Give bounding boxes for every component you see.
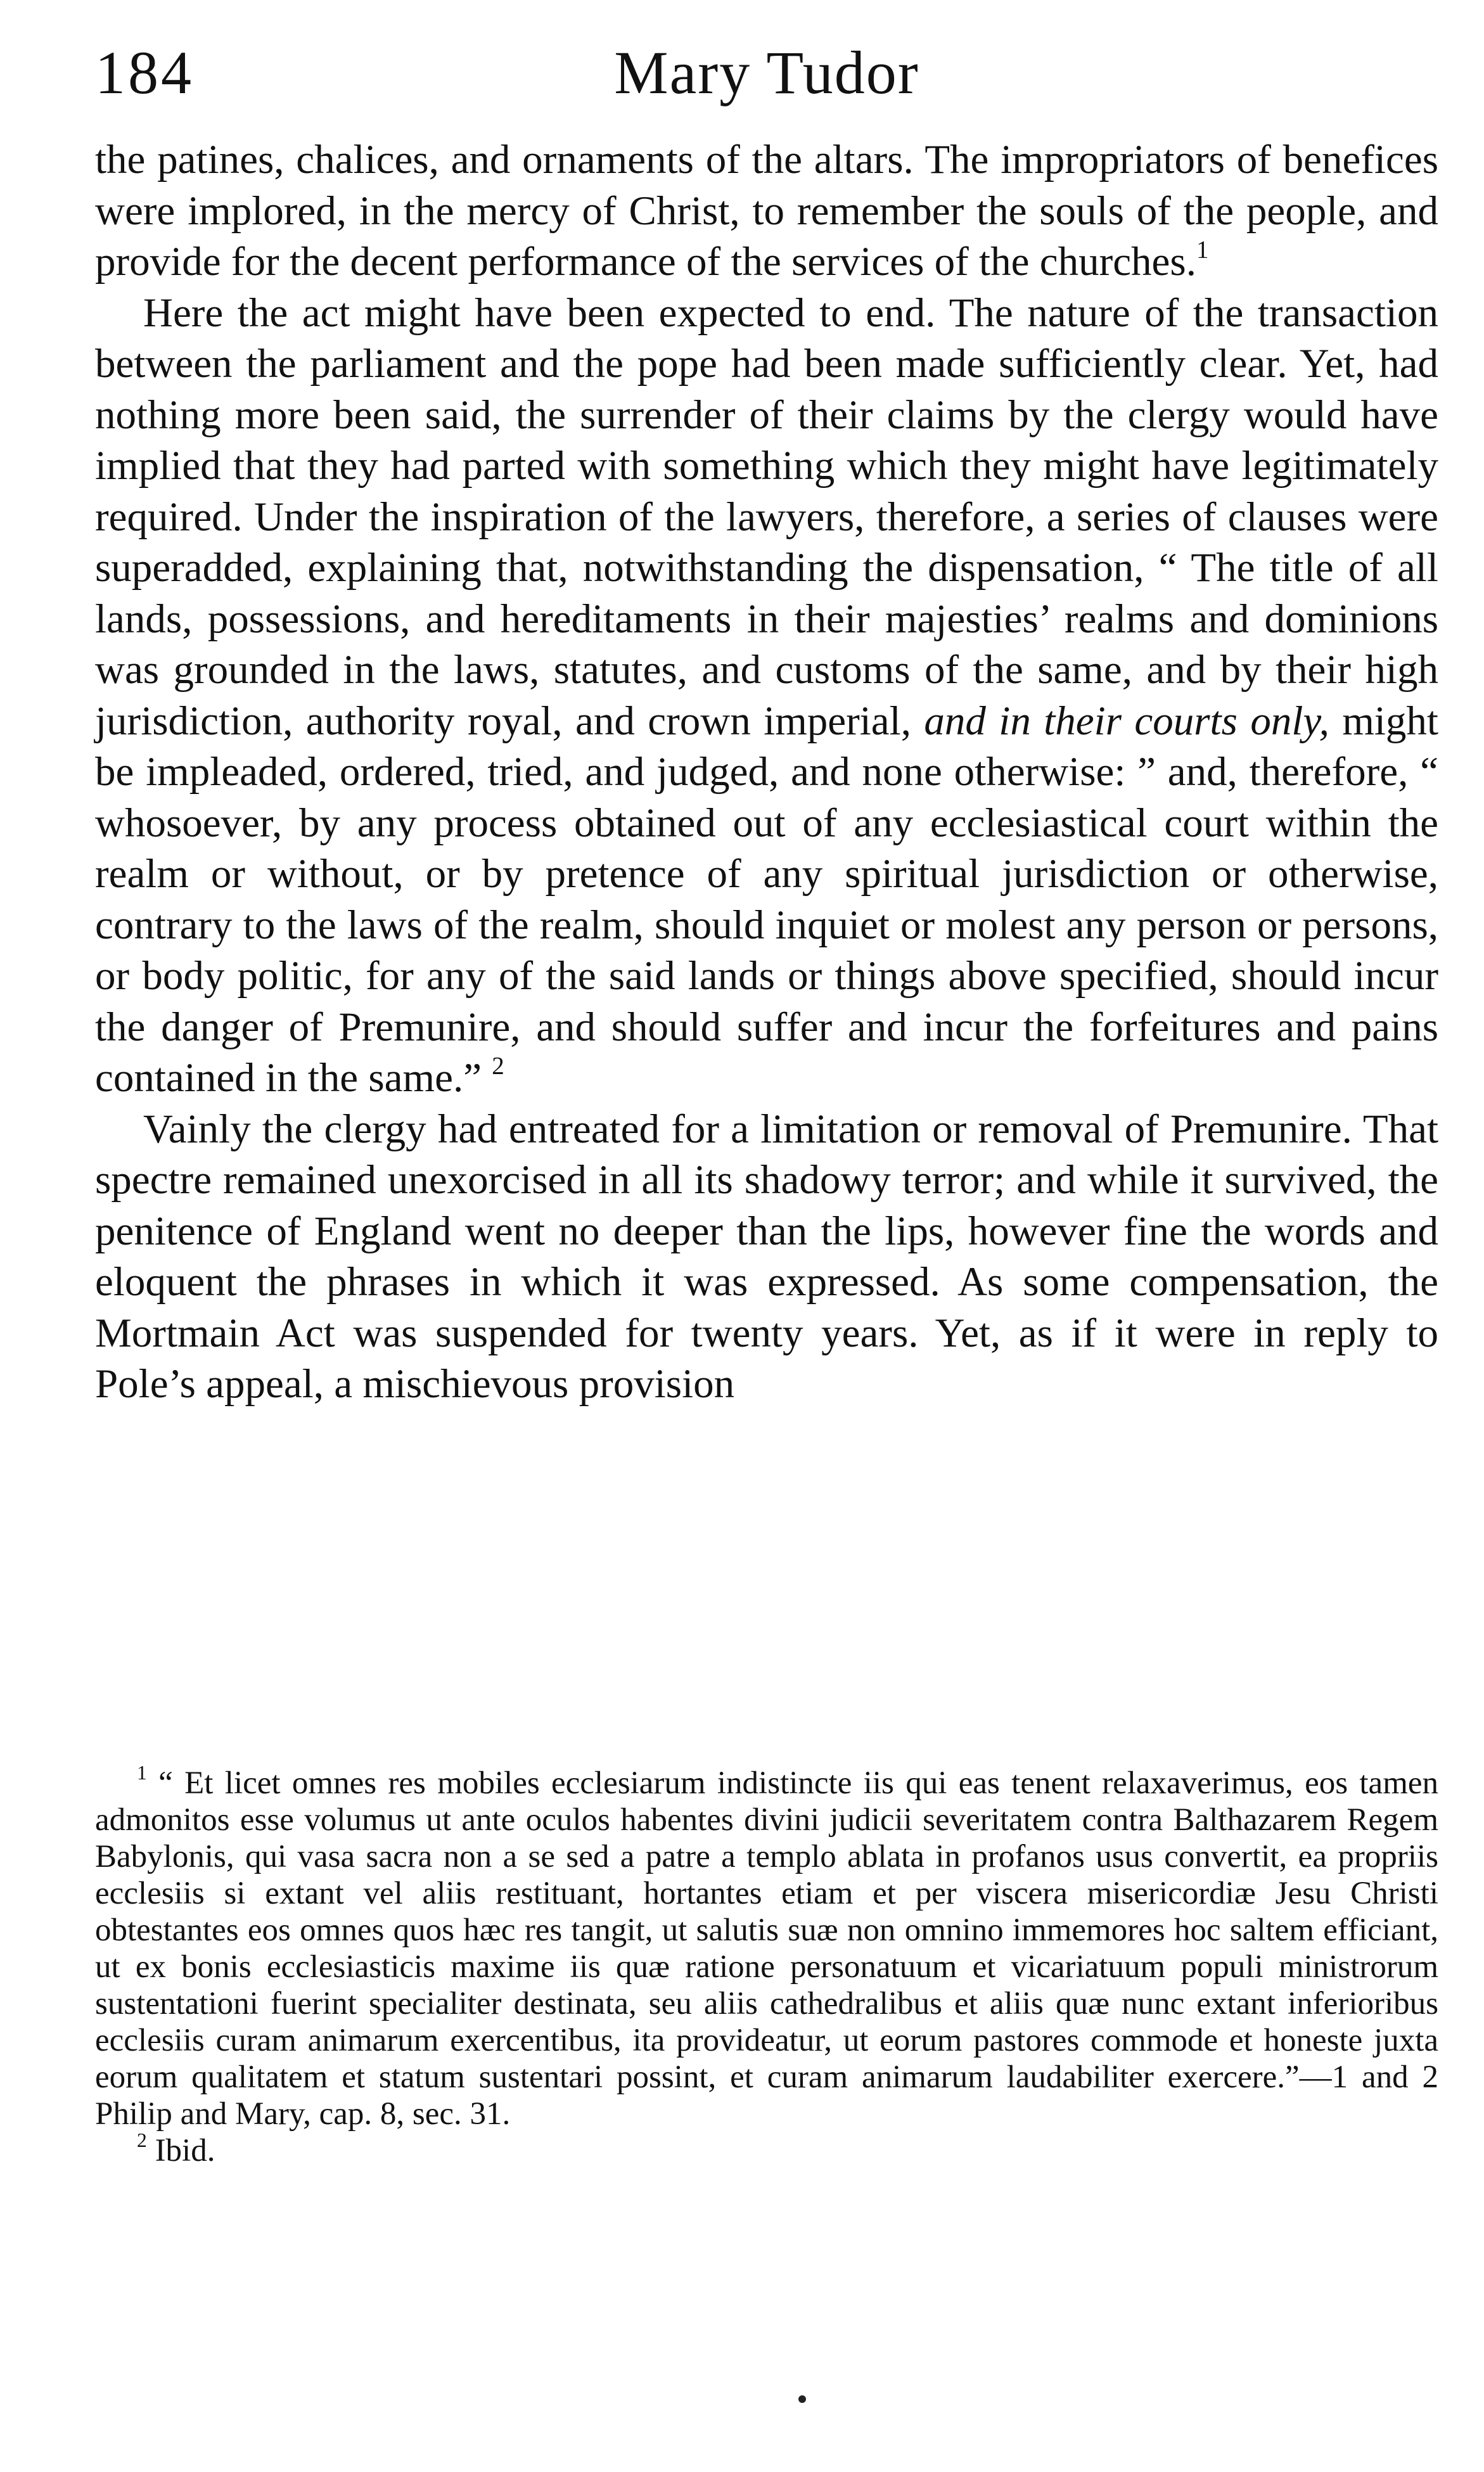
paragraph-2-text-end: might be impleaded, ordered, tried, and judged, and none otherwise: ” and, therefore, “ whosoever, by any process obtained out of any ecclesiastical court within the realm or without, or by pretence of any spiritual jurisdiction or otherwise, contrary to the laws of the realm, should inquiet or molest any person or persons, or body politic, for any of the said lands or things above specified, should incur the danger of Premunire, and should suffer and incur the forfeitures and pains contained in the same.” [95, 698, 1438, 1101]
footnote-2-mark: 2 [137, 2129, 147, 2151]
footnote-2-text: Ibid. [155, 2133, 215, 2168]
footnotes [95, 1761, 1439, 2169]
paragraph-3 [95, 1104, 1438, 1410]
footnote-2 [95, 2129, 1438, 2169]
print-mark [798, 2395, 806, 2403]
body-text [95, 134, 1438, 1410]
paragraph-2-text-start: Here the act might have been expected to end. The nature of the transaction between the parliament and the pope had been made sufficiently clear. Yet, had nothing more been said, the surrender of their claims by the clergy would have implied that they had parted with something which they might have legitimately required. Under the inspiration of the lawyers, therefore, a series of clauses were superadded, explaining that, notwithstanding the dispensation, “ The title of all lands, possessions, and hereditaments in their majesties’ realms and dominions was grounded in the laws, statutes, and customs of the same, and by their high jurisdiction, authority royal, and crown imperial, [95, 290, 1438, 744]
footnote-1-mark: 1 [137, 1761, 147, 1784]
footnote-ref-1: 1 [1196, 236, 1209, 264]
paragraph-1-text: the patines, chalices, and ornaments of the altars. The impropriators of benefices were implored, in the mercy of Christ, to remember the souls of the people, and provide for the decent performance of the services of the churches. [95, 137, 1438, 285]
running-head: Mary Tudor [614, 39, 919, 106]
page-number: 184 [95, 39, 194, 106]
footnote-ref-2: 2 [492, 1052, 504, 1080]
paragraph-2 [95, 288, 1438, 1104]
footnote-1-text: “ Et licet omnes res mobiles ecclesiarum indistincte iis qui eas tenent relaxaverimus, eos tamen admonitos esse volumus ut ante oculos habentes divini judicii severitatem contra Balthazarem Regem Babylonis, qui vasa sacra non a se sed a patre a templo ablata in profanos usus convertit, ea propriis ecclesiis si extant vel aliis restituant, hortantes etiam et per viscera misericordiæ Jesu Christi obtestantes eos omnes quos hæc res tangit, ut salutis suæ non omnino immemores hoc saltem efficiant, ut ex bonis ecclesiasticis maxime iis quæ ratione personatuum et vicariatuum populi ministrorum sustentationi fuerint specialiter destinata, seu aliis cathedralibus et aliis quæ nunc extant inferioribus ecclesiis curam animarum exercentibus, ita provideatur, ut eorum pastores commode et honeste juxta eorum qualitatem et statum sustentari possint, et curam animarum laudabiliter exercere.”—1 and 2 Philip and Mary, cap. 8, sec. 31. [95, 1765, 1439, 2132]
paragraph-3-text: Vainly the clergy had entreated for a limitation or removal of Premunire. That spectre remained unexorcised in all its shadowy terror; and while it survived, the penitence of England went no deeper than the lips, however fine the words and eloquent the phrases in which it was expressed. As some compensation, the Mortmain Act was suspended for twenty years. Yet, as if it were in reply to Pole’s appeal, a mischievous provision [95, 1106, 1438, 1407]
italic-phrase: and in their courts only, [924, 698, 1329, 744]
page-header [95, 25, 1438, 120]
footnote-1 [95, 1761, 1439, 2132]
paragraph-1 [95, 134, 1438, 288]
